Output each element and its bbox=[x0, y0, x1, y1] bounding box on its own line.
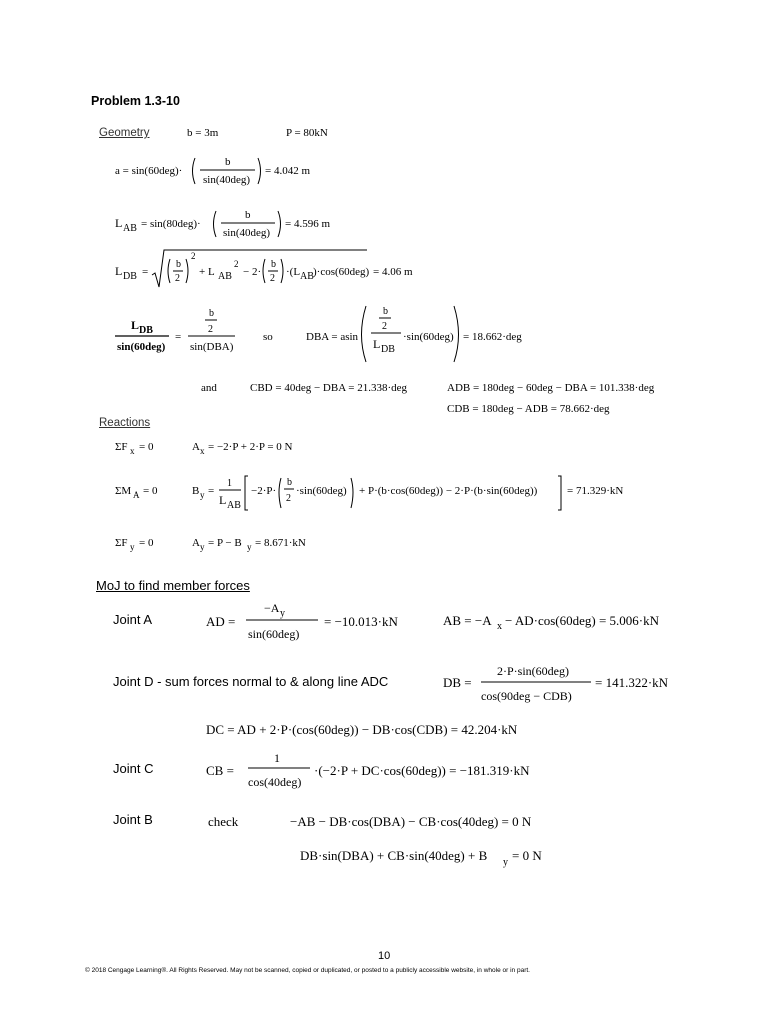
svg-text:AB: AB bbox=[227, 500, 241, 511]
check-label: check bbox=[208, 814, 239, 829]
svg-text:= 4.596 m: = 4.596 m bbox=[285, 218, 331, 230]
svg-text:·sin(60deg): ·sin(60deg) bbox=[403, 331, 454, 343]
sum-ma-row bbox=[115, 470, 655, 516]
moj-heading: MoJ to find member forces bbox=[96, 578, 250, 593]
svg-text:+ L: + L bbox=[199, 266, 215, 278]
svg-text:AB: AB bbox=[300, 271, 314, 282]
svg-text:x: x bbox=[200, 446, 205, 456]
svg-text:DB·sin(DBA) + CB·sin(40deg) +: DB·sin(DBA) + CB·sin(40deg) + B bbox=[300, 848, 488, 863]
svg-text:y: y bbox=[503, 857, 508, 868]
svg-text:− 2·: − 2· bbox=[243, 266, 262, 278]
copyright-footer: © 2018 Cengage Learning®. All Rights Reserved. May not be scanned, copied or duplicated, or posted to a publicly accessible website, in whole or in part. bbox=[85, 967, 530, 974]
svg-text:−A: −A bbox=[264, 601, 280, 615]
svg-text:= 141.322·kN: = 141.322·kN bbox=[595, 675, 669, 690]
svg-text:x: x bbox=[130, 446, 135, 456]
svg-text:ΣF: ΣF bbox=[115, 537, 128, 549]
svg-text:DB =: DB = bbox=[443, 675, 472, 690]
svg-text:2: 2 bbox=[175, 273, 180, 284]
svg-text:DBA = asin: DBA = asin bbox=[306, 331, 359, 343]
dba-equation bbox=[115, 302, 545, 364]
cdb-equation: CDB = 180deg − ADB = 78.662·deg bbox=[447, 403, 610, 415]
svg-text:A: A bbox=[192, 441, 200, 453]
check-equation-2 bbox=[300, 846, 560, 868]
svg-text:2: 2 bbox=[286, 493, 291, 504]
svg-text:= 0: = 0 bbox=[139, 537, 154, 549]
svg-text:1: 1 bbox=[274, 751, 280, 765]
joint-c-label: Joint C bbox=[113, 761, 154, 776]
svg-text:= 0 N: = 0 N bbox=[512, 848, 542, 863]
svg-text:sin(40deg): sin(40deg) bbox=[203, 174, 251, 186]
svg-text:y: y bbox=[247, 542, 252, 552]
cb-equation bbox=[206, 748, 556, 794]
p-value: P = 80kN bbox=[286, 127, 328, 139]
svg-text:·(−2·P + DC·cos(60deg)) = −181: ·(−2·P + DC·cos(60deg)) = −181.319·kN bbox=[314, 763, 530, 778]
svg-text:ΣM: ΣM bbox=[115, 485, 132, 497]
svg-text:2: 2 bbox=[234, 259, 239, 269]
svg-text:2: 2 bbox=[191, 251, 196, 261]
reactions-heading: Reactions bbox=[99, 417, 151, 429]
svg-text:A: A bbox=[192, 537, 200, 549]
svg-text:2: 2 bbox=[382, 321, 387, 332]
svg-text:= 4.06 m: = 4.06 m bbox=[373, 266, 413, 278]
svg-text:sin(60deg): sin(60deg) bbox=[248, 627, 300, 641]
ab-equation bbox=[443, 611, 683, 631]
sum-fx-row bbox=[115, 437, 365, 461]
svg-text:cos(40deg): cos(40deg) bbox=[248, 775, 302, 789]
and-label: and bbox=[201, 382, 217, 394]
sum-fy-row bbox=[115, 533, 365, 557]
svg-text:L: L bbox=[131, 318, 140, 332]
svg-text:·(L: ·(L bbox=[286, 266, 301, 278]
svg-text:=: = bbox=[208, 485, 215, 497]
svg-text:= P − B: = P − B bbox=[208, 537, 242, 549]
svg-text:AB: AB bbox=[123, 223, 137, 234]
svg-text:ΣF: ΣF bbox=[115, 441, 128, 453]
svg-text:B: B bbox=[192, 485, 200, 497]
svg-text:y: y bbox=[280, 608, 285, 619]
b-value: b = 3m bbox=[187, 127, 219, 139]
svg-text:DB: DB bbox=[123, 271, 137, 282]
svg-text:−2·P·: −2·P· bbox=[251, 485, 277, 497]
problem-title: Problem 1.3-10 bbox=[91, 94, 180, 108]
svg-text:2: 2 bbox=[270, 273, 275, 284]
adb-equation: ADB = 180deg − 60deg − DBA = 101.338·deg bbox=[447, 382, 655, 394]
svg-text:b: b bbox=[225, 156, 231, 168]
svg-text:AD =: AD = bbox=[206, 614, 236, 629]
svg-text:DB: DB bbox=[139, 325, 153, 336]
joint-d-label: Joint D - sum forces normal to & along line ADC bbox=[113, 674, 389, 689]
svg-text:sin(60deg): sin(60deg) bbox=[117, 341, 166, 353]
svg-text:= 0: = 0 bbox=[139, 441, 154, 453]
svg-text:so: so bbox=[263, 331, 273, 343]
svg-text:1: 1 bbox=[227, 478, 232, 489]
geometry-heading: Geometry bbox=[99, 127, 150, 139]
svg-text:AB: AB bbox=[218, 271, 232, 282]
svg-text:L: L bbox=[115, 264, 123, 278]
svg-text:b: b bbox=[287, 477, 292, 488]
a-equation bbox=[115, 150, 315, 192]
svg-text:= −10.013·kN: = −10.013·kN bbox=[324, 614, 398, 629]
check-equation-1: −AB − DB·cos(DBA) − CB·cos(40deg) = 0 N bbox=[290, 814, 532, 829]
svg-text:·sin(60deg): ·sin(60deg) bbox=[296, 485, 347, 497]
db-equation bbox=[443, 660, 683, 706]
svg-text:2·P·sin(60deg): 2·P·sin(60deg) bbox=[497, 664, 569, 678]
svg-text:)·cos(60deg): )·cos(60deg) bbox=[313, 266, 370, 278]
joint-b-label: Joint B bbox=[113, 812, 153, 827]
svg-text:2: 2 bbox=[208, 324, 213, 335]
svg-text:sin(DBA): sin(DBA) bbox=[190, 341, 234, 353]
dc-equation: DC = AD + 2·P·(cos(60deg)) − DB·cos(CDB) = 42.204·kN bbox=[206, 722, 518, 737]
ad-equation bbox=[206, 598, 406, 644]
svg-text:cos(90deg − CDB): cos(90deg − CDB) bbox=[481, 689, 572, 703]
svg-text:=: = bbox=[175, 331, 182, 343]
svg-text:+ P·(b·cos(60deg)) − 2·P·(b·si: + P·(b·cos(60deg)) − 2·P·(b·sin(60deg)) bbox=[359, 485, 538, 497]
joint-a-label: Joint A bbox=[113, 612, 153, 627]
cbd-equation: CBD = 40deg − DBA = 21.338·deg bbox=[250, 382, 408, 394]
svg-text:= 71.329·kN: = 71.329·kN bbox=[567, 485, 624, 497]
svg-text:L: L bbox=[373, 337, 381, 351]
svg-text:L: L bbox=[219, 493, 227, 507]
svg-text:= −2·P + 2·P = 0 N: = −2·P + 2·P = 0 N bbox=[208, 441, 293, 453]
svg-text:= 0: = 0 bbox=[143, 485, 158, 497]
svg-text:= 8.671·kN: = 8.671·kN bbox=[255, 537, 306, 549]
svg-text:L: L bbox=[115, 216, 123, 230]
svg-text:y: y bbox=[130, 542, 135, 552]
svg-text:b: b bbox=[271, 259, 276, 270]
svg-text:b: b bbox=[383, 306, 388, 317]
ldb-equation bbox=[115, 247, 425, 293]
lab-equation bbox=[115, 203, 345, 245]
svg-text:= sin(80deg)·: = sin(80deg)· bbox=[141, 218, 201, 230]
svg-text:x: x bbox=[497, 621, 502, 632]
svg-text:= 4.042 m: = 4.042 m bbox=[265, 165, 311, 177]
svg-text:= 18.662·deg: = 18.662·deg bbox=[463, 331, 522, 343]
svg-text:=: = bbox=[142, 266, 149, 278]
svg-text:CB =: CB = bbox=[206, 763, 234, 778]
svg-text:a = sin(60deg)·: a = sin(60deg)· bbox=[115, 165, 183, 177]
svg-text:b: b bbox=[245, 209, 251, 221]
page-number: 10 bbox=[378, 950, 391, 962]
svg-text:y: y bbox=[200, 490, 205, 500]
svg-text:b: b bbox=[176, 259, 181, 270]
svg-text:AB = −A: AB = −A bbox=[443, 613, 492, 628]
svg-text:DB: DB bbox=[381, 344, 395, 355]
svg-text:y: y bbox=[200, 542, 205, 552]
svg-text:A: A bbox=[133, 490, 140, 500]
svg-text:b: b bbox=[209, 308, 214, 319]
svg-text:sin(40deg): sin(40deg) bbox=[223, 227, 271, 239]
svg-text:− AD·cos(60deg) = 5.006·kN: − AD·cos(60deg) = 5.006·kN bbox=[505, 613, 660, 628]
